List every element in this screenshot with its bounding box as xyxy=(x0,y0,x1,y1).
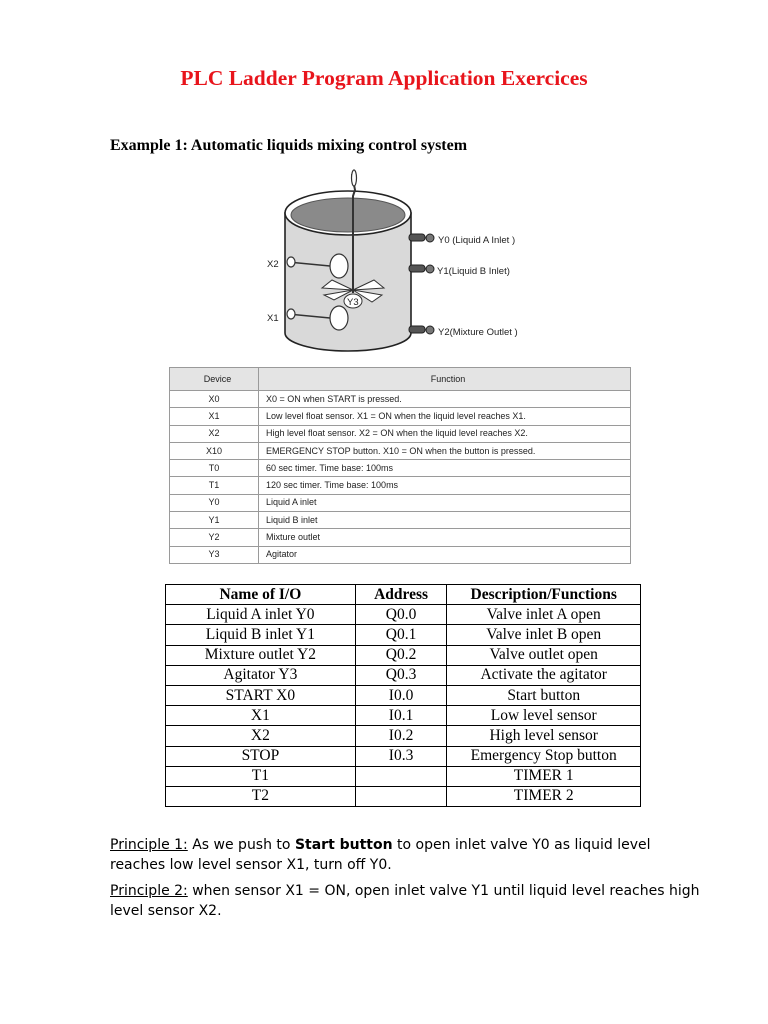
io-table-row xyxy=(166,625,641,645)
principle-2 xyxy=(110,881,710,921)
device-cell: Y0 xyxy=(170,494,259,511)
device-cell: T1 xyxy=(170,477,259,494)
principle-1-text-after: to open inlet valve Y0 as liquid level reaches low level sensor X1, turn off Y0. xyxy=(110,837,651,873)
function-cell: High level float sensor. X2 = ON when the liquid level reaches X2. xyxy=(259,425,631,442)
device-table-row xyxy=(170,512,631,529)
io-description-cell: Valve inlet A open xyxy=(447,605,641,625)
device-cell: Y1 xyxy=(170,512,259,529)
io-name-cell: START X0 xyxy=(166,685,356,705)
io-table-row xyxy=(166,766,641,786)
io-table-row xyxy=(166,685,641,705)
function-cell: Agitator xyxy=(259,546,631,563)
io-address-cell xyxy=(355,766,447,786)
io-address-cell: I0.3 xyxy=(355,746,447,766)
device-cell: Y2 xyxy=(170,529,259,546)
io-table-row xyxy=(166,645,641,665)
io-name-cell: Mixture outlet Y2 xyxy=(166,645,356,665)
io-description-cell: Emergency Stop button xyxy=(447,746,641,766)
principle-2-text: when sensor X1 = ON, open inlet valve Y1 until liquid level reaches high level sensor X2. xyxy=(110,883,700,919)
function-cell: Low level float sensor. X1 = ON when the liquid level reaches X1. xyxy=(259,408,631,425)
header-function: Function xyxy=(259,368,631,391)
io-address-cell: I0.1 xyxy=(355,706,447,726)
io-description-cell: TIMER 2 xyxy=(447,786,641,806)
device-table-row xyxy=(170,408,631,425)
valve-y0 xyxy=(409,234,434,242)
io-description-cell: TIMER 1 xyxy=(447,766,641,786)
io-name-cell: Liquid B inlet Y1 xyxy=(166,625,356,645)
device-cell: X1 xyxy=(170,408,259,425)
io-name-cell: T2 xyxy=(166,786,356,806)
y0-label: Y0 (Liquid A Inlet ) xyxy=(438,235,516,246)
example-heading: Example 1: Automatic liquids mixing control system xyxy=(110,137,468,154)
x2-label: X2 xyxy=(267,259,279,270)
device-cell: Y3 xyxy=(170,546,259,563)
io-table-row xyxy=(166,786,641,806)
device-cell: X2 xyxy=(170,425,259,442)
device-cell: X0 xyxy=(170,391,259,408)
io-description-cell: High level sensor xyxy=(447,726,641,746)
io-name-cell: Agitator Y3 xyxy=(166,665,356,685)
io-description-cell: Activate the agitator xyxy=(447,665,641,685)
io-description-cell: Start button xyxy=(447,685,641,705)
y1-label: Y1(Liquid B Inlet) xyxy=(437,266,510,277)
function-cell: 120 sec timer. Time base: 100ms xyxy=(259,477,631,494)
header-name-of-io: Name of I/O xyxy=(166,585,356,605)
tank-diagram xyxy=(260,168,560,368)
device-table-row xyxy=(170,425,631,442)
io-address-cell: I0.2 xyxy=(355,726,447,746)
io-name-cell: Liquid A inlet Y0 xyxy=(166,605,356,625)
io-table-row xyxy=(166,665,641,685)
header-device: Device xyxy=(170,368,259,391)
io-name-cell: T1 xyxy=(166,766,356,786)
device-cell: T0 xyxy=(170,460,259,477)
io-table-row xyxy=(166,706,641,726)
io-name-cell: X2 xyxy=(166,726,356,746)
principle-1-text-before: As we push to xyxy=(187,837,295,853)
function-cell: EMERGENCY STOP button. X10 = ON when the button is pressed. xyxy=(259,442,631,459)
io-address-cell: I0.0 xyxy=(355,685,447,705)
io-description-cell: Valve inlet B open xyxy=(447,625,641,645)
function-cell: Mixture outlet xyxy=(259,529,631,546)
device-table-row xyxy=(170,477,631,494)
header-address: Address xyxy=(355,585,447,605)
device-table-row xyxy=(170,391,631,408)
principle-1-label: Principle 1: xyxy=(110,837,188,853)
io-description-cell: Low level sensor xyxy=(447,706,641,726)
liquid-surface xyxy=(291,198,405,232)
device-table-row xyxy=(170,460,631,477)
io-address-cell: Q0.1 xyxy=(355,625,447,645)
io-table-header xyxy=(166,585,641,605)
function-cell: Liquid B inlet xyxy=(259,512,631,529)
principle-1 xyxy=(110,835,710,875)
valve-y2 xyxy=(409,326,434,334)
io-description-cell: Valve outlet open xyxy=(447,645,641,665)
io-name-cell: X1 xyxy=(166,706,356,726)
io-table-row xyxy=(166,726,641,746)
device-table-row xyxy=(170,546,631,563)
y2-label: Y2(Mixture Outlet ) xyxy=(438,327,518,338)
principle-1-bold: Start button xyxy=(294,837,393,853)
function-cell: 60 sec timer. Time base: 100ms xyxy=(259,460,631,477)
valve-y1 xyxy=(409,265,434,273)
io-address-cell: Q0.0 xyxy=(355,605,447,625)
page-title: PLC Ladder Program Application Exercices xyxy=(180,66,588,90)
device-table-row xyxy=(170,494,631,511)
io-table-row xyxy=(166,746,641,766)
header-description: Description/Functions xyxy=(447,585,641,605)
device-function-table xyxy=(169,367,631,564)
x1-label: X1 xyxy=(267,313,279,324)
function-cell: X0 = ON when START is pressed. xyxy=(259,391,631,408)
device-table-row xyxy=(170,529,631,546)
device-table-row xyxy=(170,442,631,459)
device-cell: X10 xyxy=(170,442,259,459)
io-address-cell: Q0.3 xyxy=(355,665,447,685)
principle-2-label: Principle 2: xyxy=(110,883,188,899)
io-table xyxy=(165,584,641,807)
device-table-header xyxy=(170,368,631,391)
io-table-row xyxy=(166,605,641,625)
function-cell: Liquid A inlet xyxy=(259,494,631,511)
io-address-cell xyxy=(355,786,447,806)
io-name-cell: STOP xyxy=(166,746,356,766)
io-address-cell: Q0.2 xyxy=(355,645,447,665)
y3-label: Y3 xyxy=(347,297,359,308)
